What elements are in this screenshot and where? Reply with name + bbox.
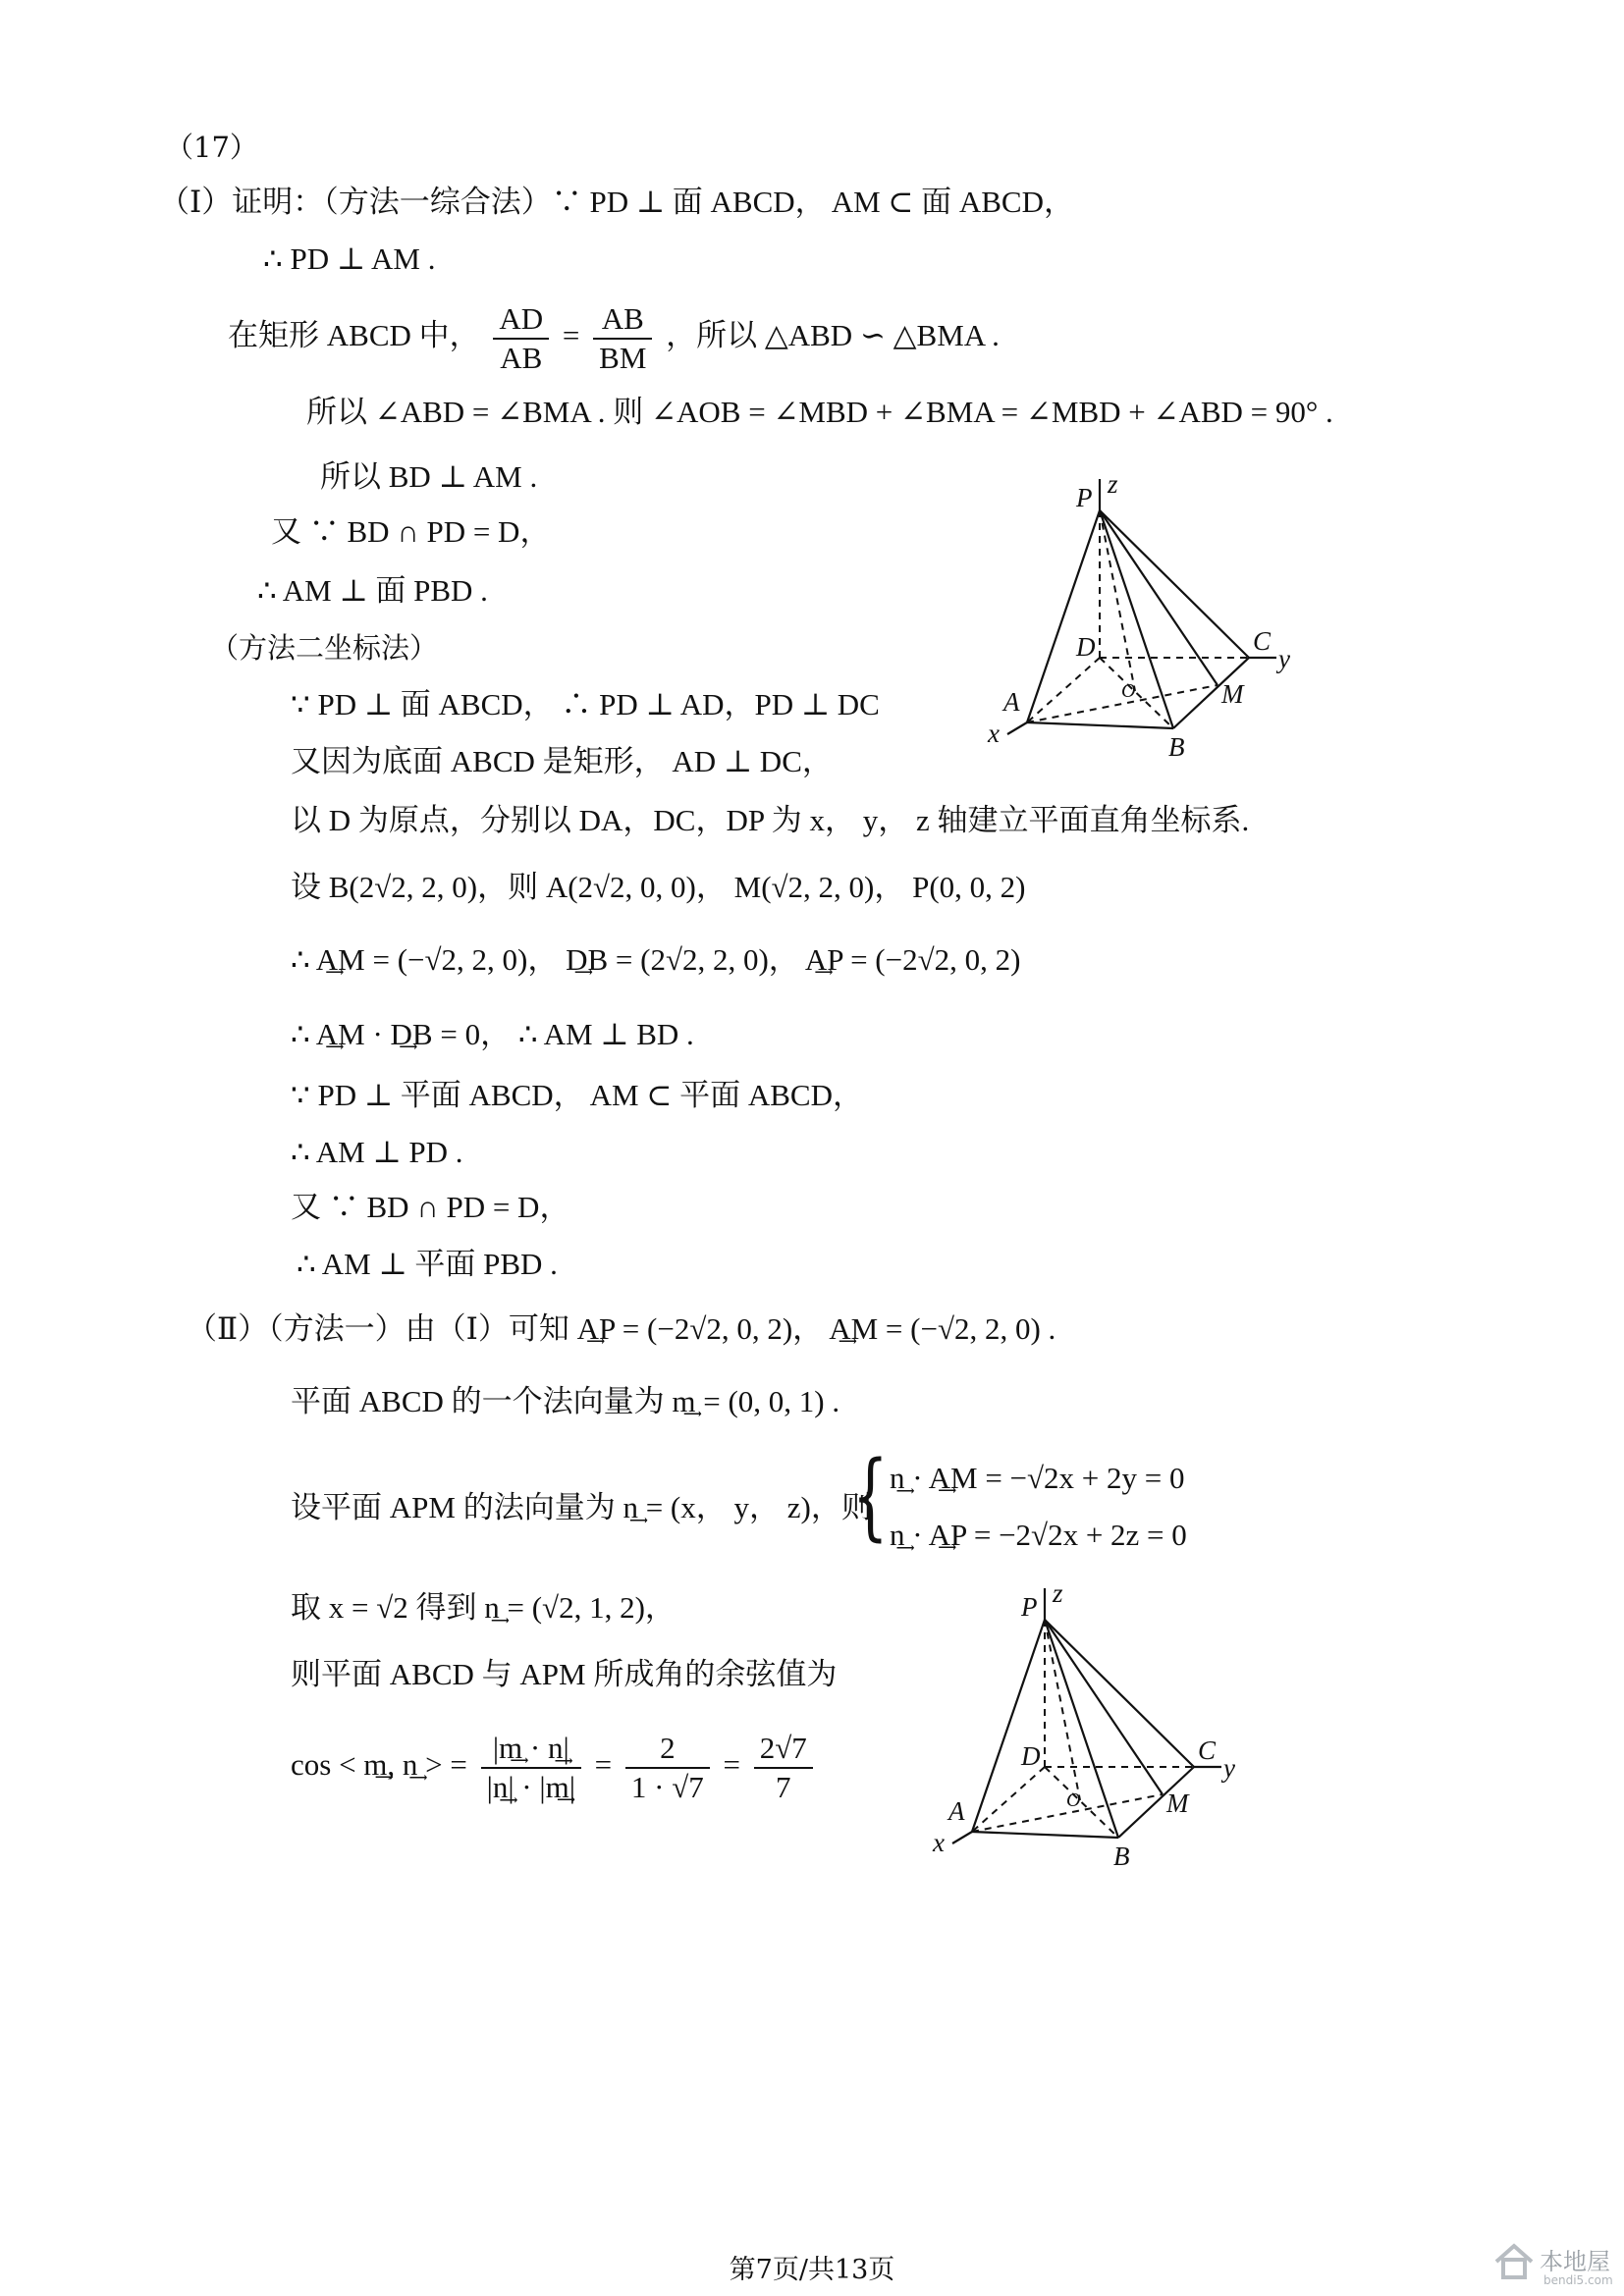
edge-ab — [972, 1832, 1118, 1838]
edge-pa — [972, 1620, 1045, 1832]
edge-pc — [1100, 510, 1249, 658]
equals-sign-3: = — [723, 1747, 740, 1782]
label-m: M — [1221, 679, 1244, 709]
fraction-two-den: 1 · √7 — [630, 1769, 704, 1804]
problem-number: （17） — [165, 131, 258, 164]
method-2-title: （方法二坐标法） — [210, 631, 439, 665]
system-equation-2: n͢ · A͢P = −2√2x + 2z = 0 — [890, 1518, 1187, 1552]
coord-line-3: 以 D 为原点，分别以 DA，DC，DP 为 x， y， z 轴建立平面直角坐标系. — [291, 803, 1250, 837]
x-axis — [952, 1832, 972, 1843]
part2-line-5: 则平面 ABCD 与 APM 所成角的余弦值为 — [291, 1657, 838, 1691]
pyramid-figure-2 — [927, 1580, 1261, 1875]
coord-line-1: ∵ PD ⊥ 面 ABCD， ∴ PD ⊥ AD，PD ⊥ DC — [291, 687, 880, 721]
label-z: z — [1108, 471, 1118, 499]
part2-line-3: 设平面 APM 的法向量为 n͢ = (x， y， z)，则 — [291, 1490, 872, 1524]
fraction-dot-num: |m͢ · n͢| — [481, 1730, 581, 1769]
label-c: C — [1253, 626, 1272, 656]
label-c: C — [1198, 1735, 1217, 1765]
proof-line-3 — [228, 296, 1000, 377]
edge-pm — [1100, 510, 1218, 685]
proof-line-6: 又 ∵ BD ∩ PD = D， — [271, 514, 551, 549]
part2-line-1: （Ⅱ）（方法一）由（Ⅰ）可知 A͢P = (−2√2, 0, 2)， A͢M = (−√2, 2, 0) . — [187, 1311, 1056, 1346]
watermark-text: 本地屋 — [1540, 2248, 1610, 2275]
proof-line-2: ∴ PD ⊥ AM . — [263, 241, 436, 276]
edge-pb — [1100, 510, 1173, 728]
coord-line-7: ∵ PD ⊥ 平面 ABCD， AM ⊂ 平面 ABCD， — [291, 1078, 863, 1112]
label-o: O — [1066, 1789, 1081, 1811]
edge-ab — [1027, 722, 1173, 728]
label-a: A — [948, 1796, 965, 1826]
label-y: y — [1223, 1753, 1235, 1783]
page-footer: 第7页/共13页 — [729, 2255, 895, 2285]
label-b: B — [1113, 1842, 1130, 1871]
system-equation-1: n͢ · A͢M = −√2x + 2y = 0 — [890, 1461, 1185, 1495]
cosine-lhs: cos < m͢, n͢ > = — [291, 1747, 467, 1782]
label-p: P — [1021, 1592, 1038, 1622]
proof-line-1: （Ⅰ）证明：（方法一综合法）∵ PD ⊥ 面 ABCD， AM ⊂ 面 ABCD， — [159, 185, 1074, 219]
proof-line-5: 所以 BD ⊥ AM . — [320, 459, 538, 494]
fraction-ab-bm-den: BM — [599, 340, 647, 375]
part2-line-4: 取 x = √2 得到 n͢ = (√2, 1, 2)， — [291, 1590, 676, 1625]
proof-line-3-prefix: 在矩形 ABCD 中， — [228, 318, 480, 352]
edge-pb — [1045, 1620, 1118, 1838]
fraction-ab-bm-num: AB — [593, 300, 652, 340]
part2-line-2: 平面 ABCD 的一个法向量为 m͢ = (0, 0, 1) . — [291, 1384, 840, 1418]
coord-line-5: ∴ A͢M = (−√2, 2, 0)， D͢B = (2√2, 2, 0)， A͢P = (−2√2, 0, 2) — [291, 942, 1021, 977]
edge-pc — [1045, 1620, 1194, 1767]
label-y: y — [1278, 644, 1290, 673]
proof-line-7: ∴ AM ⊥ 面 PBD . — [257, 573, 488, 608]
left-brace: { — [852, 1441, 889, 1551]
edge-pa — [1027, 510, 1100, 722]
coord-line-10: ∴ AM ⊥ 平面 PBD . — [297, 1247, 558, 1281]
house-logo-icon — [1492, 2240, 1536, 2283]
label-z: z — [1053, 1580, 1063, 1608]
fraction-two-num: 2 — [625, 1730, 710, 1769]
x-axis — [1007, 722, 1027, 734]
label-x: x — [933, 1828, 945, 1857]
fraction-ad-ab-den: AB — [500, 340, 543, 375]
label-a: A — [1003, 687, 1020, 717]
equals-sign: = — [562, 318, 580, 352]
edge-pm — [1045, 1620, 1163, 1794]
fraction-ab-bm — [593, 300, 652, 377]
fraction-result-den: 7 — [775, 1769, 791, 1804]
cosine-formula — [291, 1718, 819, 1812]
watermark-subtext: bendi5.com — [1543, 2273, 1613, 2287]
coord-line-2: 又因为底面 ABCD 是矩形， AD ⊥ DC， — [291, 744, 833, 778]
label-m: M — [1166, 1789, 1189, 1818]
coord-line-9: 又 ∵ BD ∩ PD = D， — [291, 1190, 570, 1224]
fraction-ad-ab-num: AD — [493, 300, 549, 340]
fraction-two-over-root7 — [625, 1730, 710, 1806]
coord-line-4: 设 B(2√2, 2, 0)，则 A(2√2, 0, 0)， M(√2, 2, 0)， P(0, 0, 2) — [291, 870, 1026, 904]
label-x: x — [988, 719, 1000, 748]
proof-line-4: 所以 ∠ABD = ∠BMA . 则 ∠AOB = ∠MBD + ∠BMA = ∠MBD + ∠ABD = 90° . — [306, 395, 1333, 429]
proof-line-3-suffix: ，所以 △ABD ∽ △BMA . — [666, 318, 1000, 352]
fraction-result-num: 2√7 — [754, 1730, 813, 1769]
label-p: P — [1076, 483, 1093, 512]
fraction-ad-ab — [493, 300, 549, 377]
label-d: D — [1021, 1741, 1041, 1771]
pyramid-figure-1 — [982, 471, 1316, 766]
label-o: O — [1121, 680, 1136, 702]
fraction-dot-over-norms — [481, 1730, 581, 1806]
equals-sign-2: = — [594, 1747, 613, 1782]
fraction-dot-den: |n͢| · |m͢| — [486, 1769, 575, 1804]
coord-line-8: ∴ AM ⊥ PD . — [291, 1135, 463, 1169]
fraction-result — [754, 1730, 813, 1806]
label-d: D — [1076, 632, 1096, 662]
coord-line-6: ∴ A͢M · D͢B = 0， ∴ AM ⊥ BD . — [291, 1017, 694, 1051]
label-b: B — [1168, 732, 1185, 762]
